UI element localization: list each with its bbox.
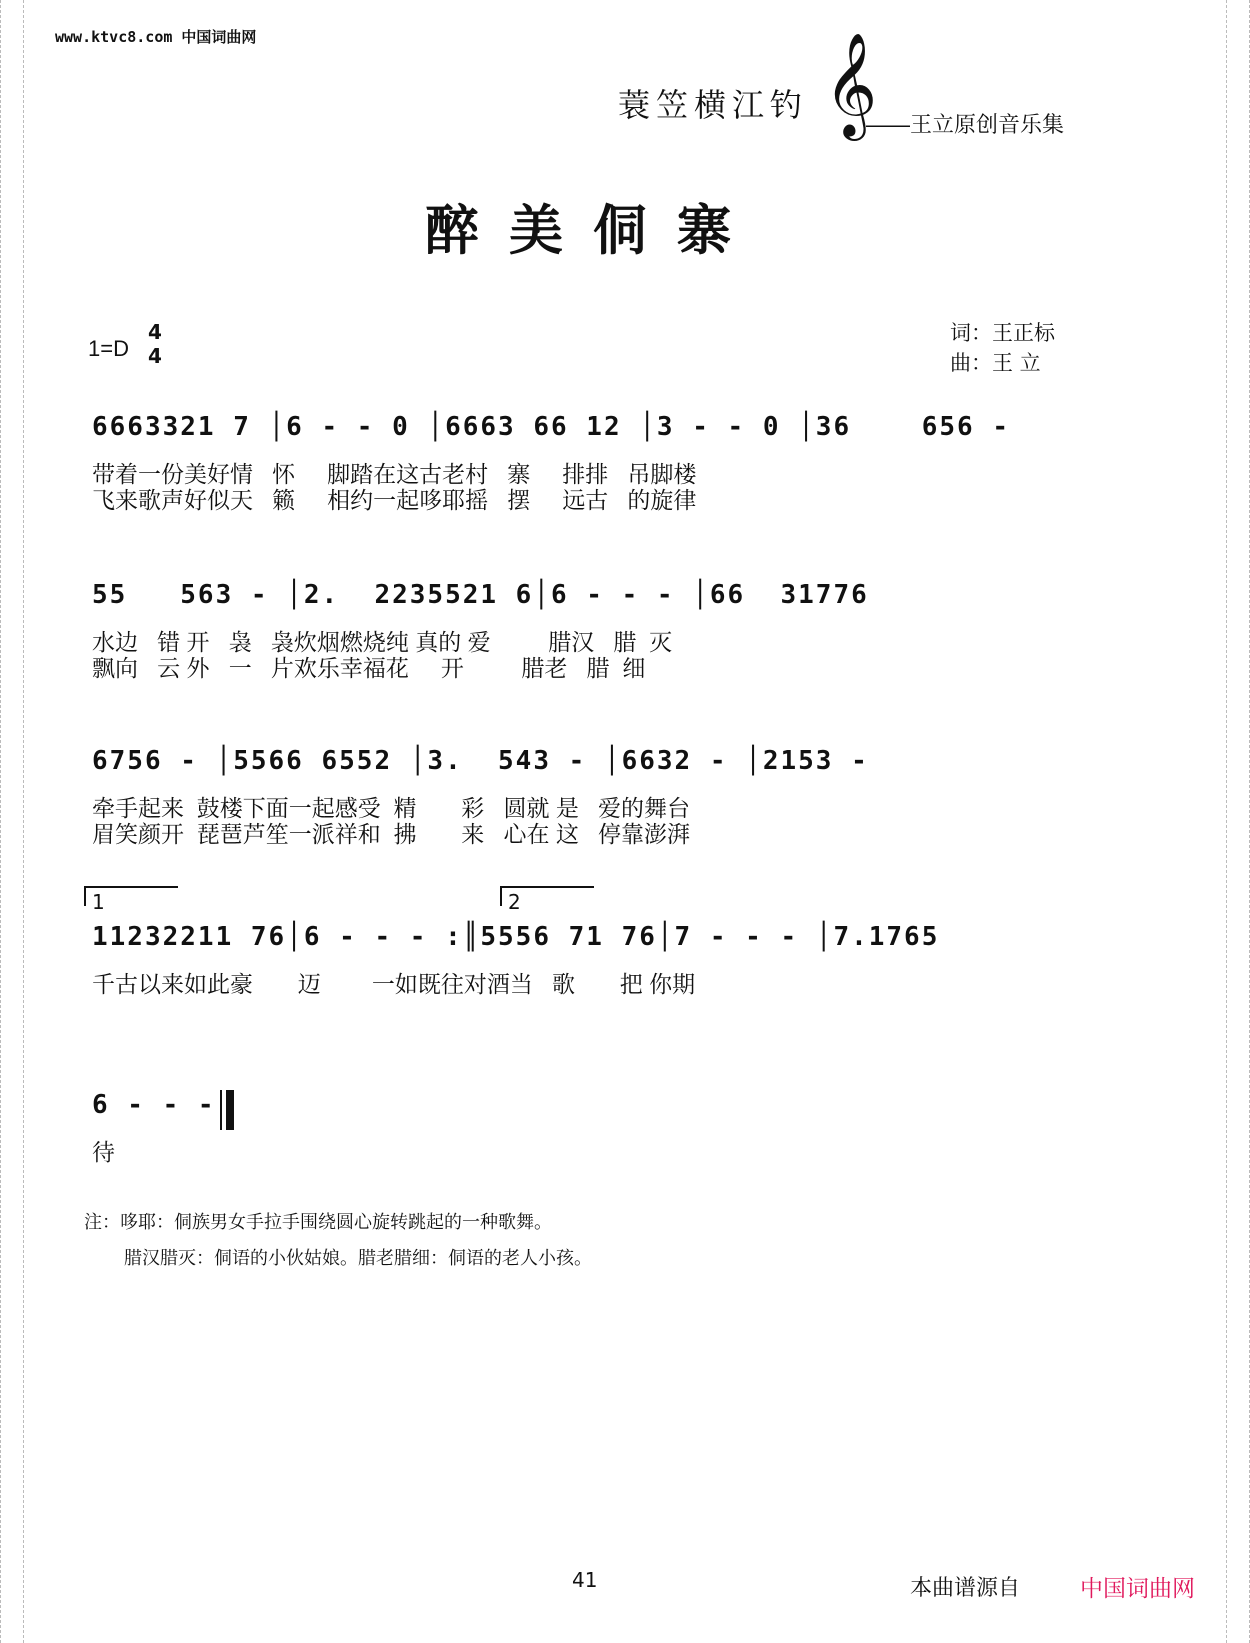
notes: 11232211 76│6 - - - :║5556 71 76│7 - - - │7.1765 bbox=[92, 922, 940, 952]
notes: 6663321 7 │6 - - 0 │6663 66 12 │3 - - 0 │36 656 - bbox=[92, 412, 1010, 442]
source-site-link[interactable]: 中国词曲网 bbox=[1080, 1575, 1195, 1601]
right-margin-strip bbox=[1226, 0, 1250, 1643]
lyric-verse-1: 水边 错 开 袅 袅炊烟燃烧纯 真的 爱 腊汉 腊 灭 bbox=[92, 629, 673, 655]
final-barline-thin bbox=[220, 1090, 222, 1130]
site-url: www.ktvc8.com 中国词曲网 bbox=[55, 28, 257, 46]
notes: 6756 - │5566 6552 │3. 543 - │6632 - │2153 - bbox=[92, 746, 869, 776]
time-signature-top: 4 bbox=[148, 320, 162, 344]
series-title: 蓑笠横江钓 bbox=[618, 86, 809, 124]
lyric-verse-1: 带着一份美好情 怀 脚踏在这古老村 寨 排排 吊脚楼 bbox=[92, 461, 697, 487]
key-signature: 1=D bbox=[88, 336, 129, 361]
collection-name: ——王立原创音乐集 bbox=[866, 112, 1065, 137]
notes: 55 563 - │2. 2235521 6│6 - - - │66 31776 bbox=[92, 580, 869, 610]
footnote-line-2: 腊汉腊灭：侗语的小伙姑娘。腊老腊细：侗语的老人小孩。 bbox=[124, 1248, 592, 1269]
composer: 曲：王 立 bbox=[950, 351, 1041, 375]
credits bbox=[950, 318, 1055, 378]
left-margin-strip bbox=[0, 0, 24, 1643]
time-signature bbox=[148, 320, 162, 368]
volta-first-ending: 1 bbox=[84, 886, 178, 906]
notes: 6 - - - bbox=[92, 1090, 216, 1120]
lyric-verse-2: 飞来歌声好似天 籁 相约一起哆耶摇 摆 远古 的旋律 bbox=[92, 487, 697, 513]
lyric-verse-1: 待 bbox=[92, 1139, 115, 1165]
song-title: 醉美侗寨 bbox=[425, 198, 761, 262]
volta-second-ending: 2 bbox=[500, 886, 594, 906]
page-number: 41 bbox=[572, 1568, 598, 1592]
lyric-verse-2: 飘向 云 外 一 片欢乐幸福花 开 腊老 腊 细 bbox=[92, 655, 646, 681]
lyric-verse-1: 千古以来如此豪 迈 一如既往对酒当 歌 把 你期 bbox=[92, 971, 696, 997]
time-signature-bottom: 4 bbox=[148, 344, 162, 368]
source-label: 本曲谱源自 bbox=[910, 1575, 1021, 1600]
footnote-line-1: 注：哆耶：侗族男女手拉手围绕圆心旋转跳起的一种歌舞。 bbox=[84, 1212, 552, 1233]
lyricist: 词：王正标 bbox=[950, 321, 1055, 345]
treble-clef-icon: 𝄞 bbox=[824, 32, 878, 137]
final-barline-thick bbox=[226, 1090, 234, 1130]
lyric-verse-2: 眉笑颜开 琵琶芦笙一派祥和 拂 来 心在 这 停靠澎湃 bbox=[92, 821, 691, 847]
lyric-verse-1: 牵手起来 鼓楼下面一起感受 精 彩 圆就 是 爱的舞台 bbox=[92, 795, 691, 821]
